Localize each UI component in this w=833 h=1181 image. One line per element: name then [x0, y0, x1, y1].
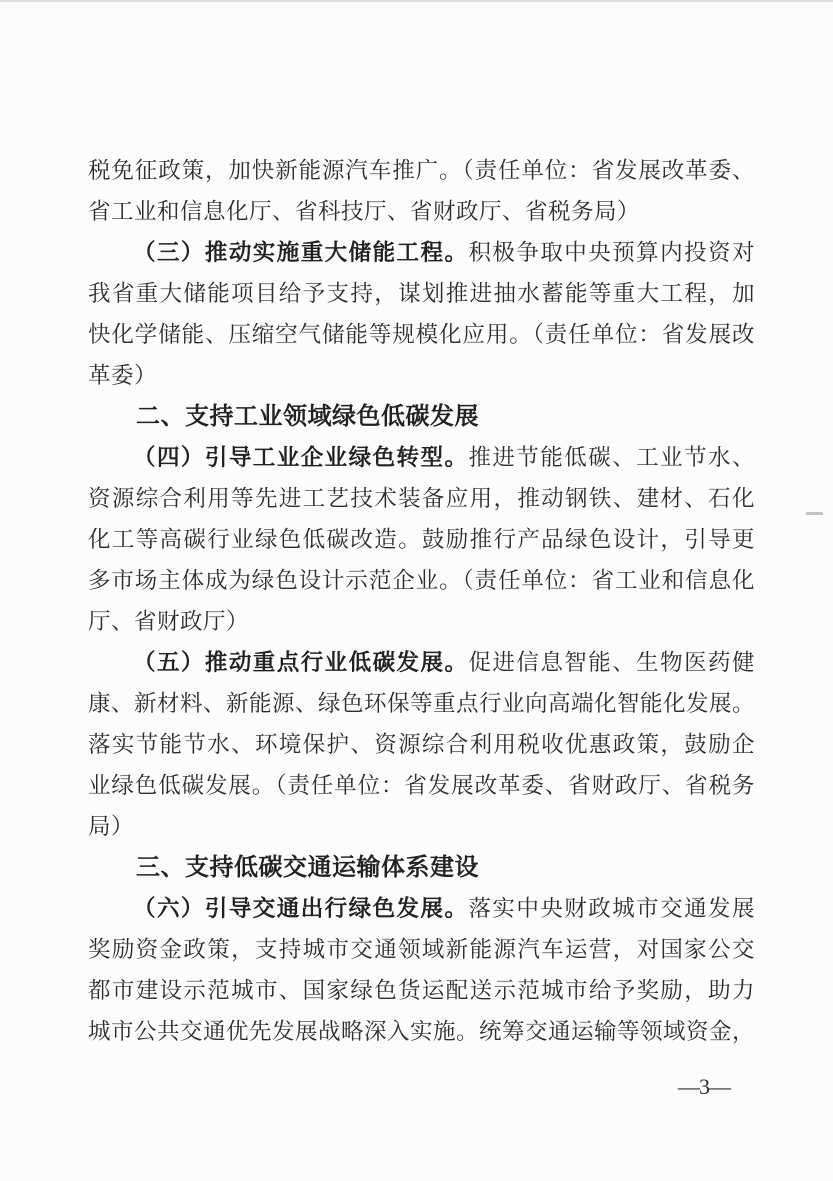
- text-line: [88, 150, 755, 191]
- paragraph-lead-bold: （五）推动重点行业低碳发展。: [133, 650, 469, 675]
- text-segment: 都市建设示范城市、国家绿色货运配送示范城市给予奖励，助力: [88, 978, 755, 1003]
- paragraph-lead-bold: （四）引导工业企业绿色转型。: [133, 445, 469, 470]
- paragraph-lead-bold: 三、支持低碳交通运输体系建设: [136, 854, 479, 881]
- section-heading: [88, 847, 755, 888]
- text-segment: 厅、省财政厅）: [88, 609, 250, 634]
- scan-artifact-dash: [806, 512, 823, 515]
- text-segment: 康、新材料、新能源、绿色环保等重点行业向高端化智能化发展。: [88, 691, 756, 716]
- text-segment: 税免征政策，加快新能源汽车推广。（责任单位：省发展改革委、: [88, 158, 755, 183]
- text-line: [88, 601, 755, 642]
- text-line: [88, 478, 755, 519]
- text-segment: 促进信息智能、生物医药健: [468, 650, 755, 675]
- text-segment: 推进节能低碳、工业节水、: [468, 445, 755, 470]
- text-line: [88, 806, 755, 847]
- text-segment: 多市场主体成为绿色设计示范企业。（责任单位：省工业和信息化: [88, 568, 755, 593]
- text-segment: 落实中央财政城市交通发展: [468, 896, 755, 921]
- section-heading: [88, 396, 755, 437]
- text-line: [88, 191, 755, 232]
- text-line: [88, 888, 755, 929]
- text-segment: 落实节能节水、环境保护、资源综合利用税收优惠政策，鼓励企: [88, 732, 755, 757]
- text-line: [88, 314, 755, 355]
- page-number: —3—: [678, 1074, 730, 1099]
- text-segment: 奖励资金政策，支持城市交通领域新能源汽车运营，对国家公交: [88, 937, 755, 962]
- text-line: [88, 970, 755, 1011]
- text-segment: 业绿色低碳发展。（责任单位：省发展改革委、省财政厅、省税务: [88, 773, 755, 798]
- text-segment: 积极争取中央预算内投资对: [468, 240, 755, 265]
- text-segment: 快化学储能、压缩空气储能等规模化应用。（责任单位：省发展改: [88, 322, 755, 347]
- text-segment: 革委）: [88, 363, 158, 388]
- text-line: [88, 683, 755, 724]
- text-segment: 城市公共交通优先发展战略深入实施。统筹交通运输等领域资金，: [88, 1019, 756, 1044]
- text-line: [88, 560, 755, 601]
- text-line: [88, 724, 755, 765]
- document-body: [88, 150, 755, 1052]
- paragraph-lead-bold: （三）推动实施重大储能工程。: [133, 240, 469, 265]
- text-line: [88, 1011, 755, 1052]
- text-line: [88, 437, 755, 478]
- text-segment: 省工业和信息化厅、省科技厅、省财政厅、省税务局）: [88, 199, 641, 224]
- text-segment: 局）: [88, 814, 135, 839]
- text-line: [88, 642, 755, 683]
- text-segment: 资源综合利用等先进工艺技术装备应用，推动钢铁、建材、石化: [88, 486, 755, 511]
- text-line: [88, 355, 755, 396]
- text-segment: 化工等高碳行业绿色低碳改造。鼓励推行产品绿色设计，引导更: [88, 527, 755, 552]
- scan-top-edge: [0, 0, 833, 2]
- paragraph-lead-bold: 二、支持工业领域绿色低碳发展: [136, 403, 479, 430]
- text-line: [88, 273, 755, 314]
- text-line: [88, 929, 755, 970]
- text-segment: 我省重大储能项目给予支持，谋划推进抽水蓄能等重大工程，加: [88, 281, 755, 306]
- text-line: [88, 232, 755, 273]
- text-line: [88, 765, 755, 806]
- text-line: [88, 519, 755, 560]
- paragraph-lead-bold: （六）引导交通出行绿色发展。: [133, 896, 469, 921]
